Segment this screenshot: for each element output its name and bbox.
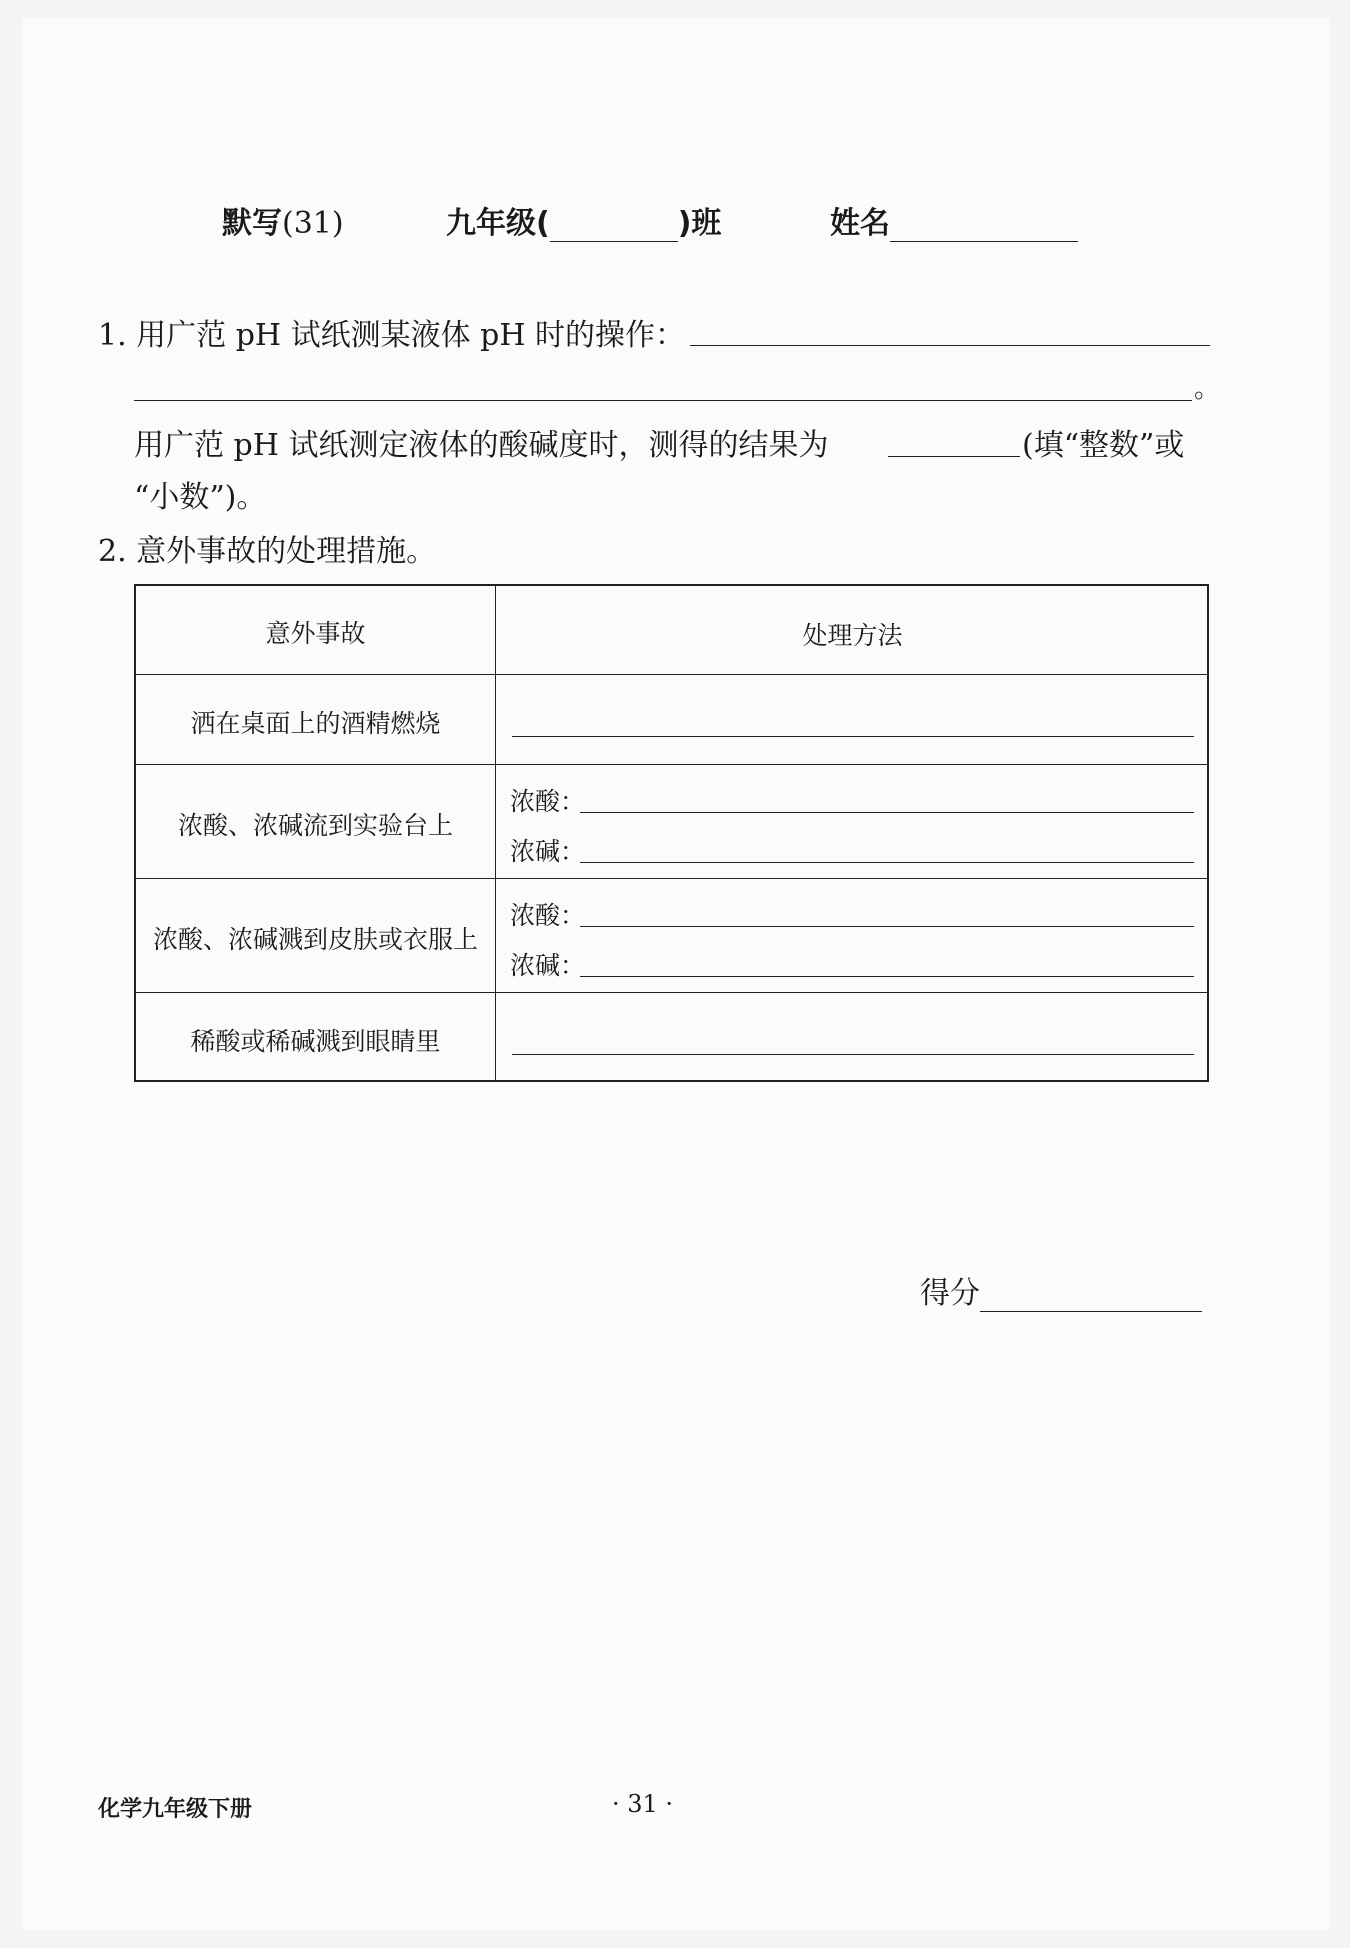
q1-line3b: (填“整数”或 <box>1022 428 1185 463</box>
table-row-divider <box>136 878 1207 879</box>
name-blank[interactable] <box>890 211 1078 242</box>
table-row-accident: 洒在桌面上的酒精燃烧 <box>190 709 441 738</box>
q1-line3a: 用广范 pH 试纸测定液体的酸碱度时，测得的结果为 <box>134 428 829 463</box>
q1-answer-blank-2[interactable] <box>134 400 1192 401</box>
accident-table <box>134 584 1209 1082</box>
table-row-accident: 稀酸或稀碱溅到眼睛里 <box>190 1027 441 1056</box>
answer-blank[interactable] <box>580 976 1194 977</box>
name-label: 姓名 <box>830 206 890 241</box>
q1-result-blank[interactable] <box>888 456 1020 457</box>
worksheet-title <box>222 198 344 242</box>
class-field <box>446 198 721 242</box>
sub-label-acid: 浓酸： <box>510 787 586 816</box>
answer-blank[interactable] <box>580 926 1194 927</box>
class-suffix: )班 <box>677 206 722 241</box>
class-prefix: 九年级( <box>446 206 550 241</box>
answer-blank[interactable] <box>512 736 1194 737</box>
table-row-divider <box>136 992 1207 993</box>
q1-line4: “小数”)。 <box>134 480 267 515</box>
header-accident: 意外事故 <box>265 619 366 648</box>
title-text: 默写 <box>222 206 282 241</box>
table-row-accident: 浓酸、浓碱流到实验台上 <box>177 811 453 840</box>
title-number: (31) <box>282 206 344 241</box>
table-row-accident: 浓酸、浓碱溅到皮肤或衣服上 <box>152 925 478 954</box>
q2-label: 2. 意外事故的处理措施。 <box>98 534 437 569</box>
answer-blank[interactable] <box>512 1054 1194 1055</box>
name-field <box>830 198 1078 242</box>
answer-blank[interactable] <box>580 862 1194 863</box>
q1-answer-blank-1[interactable] <box>690 345 1210 346</box>
table-row-divider <box>136 674 1207 675</box>
class-blank[interactable] <box>550 211 678 242</box>
answer-blank[interactable] <box>580 812 1194 813</box>
q1-line2-end: 。 <box>1194 374 1221 404</box>
sub-label-acid: 浓酸： <box>510 901 586 930</box>
sub-label-base: 浓碱： <box>510 837 586 866</box>
page-number: · 31 · <box>612 1790 674 1818</box>
sub-label-base: 浓碱： <box>510 951 586 980</box>
header-method: 处理方法 <box>802 621 903 650</box>
score-blank[interactable] <box>980 1279 1202 1312</box>
table-column-divider <box>495 586 496 1080</box>
score-field <box>920 1268 1202 1312</box>
table-row-divider <box>136 764 1207 765</box>
q1-line1: 1. 用广范 pH 试纸测某液体 pH 时的操作： <box>98 318 686 353</box>
footer-book-title: 化学九年级下册 <box>98 1797 253 1822</box>
score-label: 得分 <box>920 1276 980 1311</box>
